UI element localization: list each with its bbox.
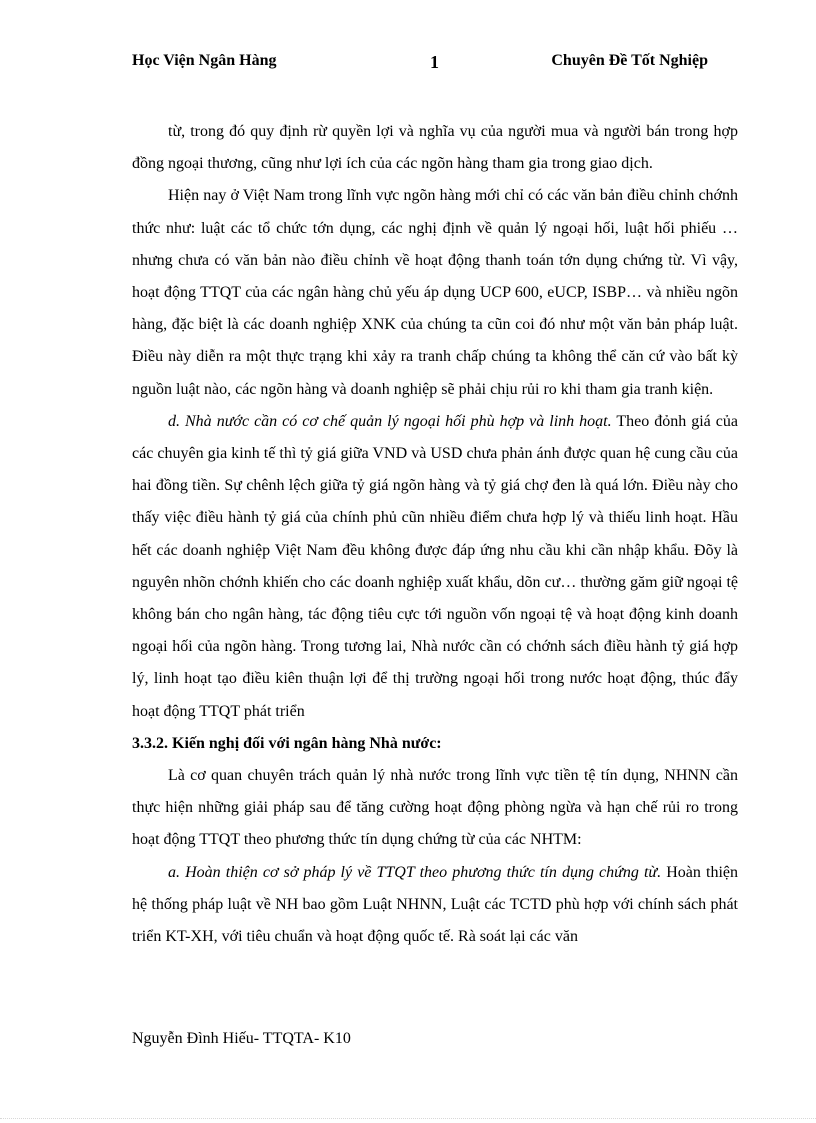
paragraph-2: Hiện nay ở Việt Nam trong lĩnh vực ngõn hàng mới chỉ có các văn bản điều chỉnh chớnh thức như: luật các tổ chức tớn dụng, các nghị định về quản lý ngoại hối, luật hối phiếu … nhưng chưa có văn bản nào điều chỉnh về hoạt động thanh toán tớn dụng chứng từ. Vì vậy, hoạt động TTQT của các ngân hàng chủ yếu áp dụng UCP 600, eUCP, ISBP… và nhiều ngõn hàng, đặc biệt là các doanh nghiệp XNK của chúng ta cũn coi đó như một văn bản pháp luật. Điều này diễn ra một thực trạng khi xảy ra tranh chấp chúng ta không thể căn cứ vào bất kỳ nguồn luật nào, các ngõn hàng và doanh nghiệp sẽ phải chịu rủi ro khi tham gia tranh kiện. (132, 187, 738, 398)
page-header (132, 50, 712, 78)
page-number: 1 (430, 52, 439, 72)
paragraph-1: từ, trong đó quy định rừ quyền lợi và nghĩa vụ của người mua và người bán trong hợp đồng ngoại thương, cũng như lợi ích của các ngõn hàng tham gia trong giao dịch. (132, 123, 738, 173)
paragraph-3 (132, 406, 738, 728)
paragraph-5-lead: a. Hoàn thiện cơ sở pháp lý về TTQT theo phương thức tín dụng chứng từ. (168, 863, 662, 881)
paragraph-4: Là cơ quan chuyên trách quản lý nhà nước trong lĩnh vực tiền tệ tín dụng, NHNN cần thực hiện những giải pháp sau để tăng cường hoạt động phòng ngừa và hạn chế rủi ro trong hoạt động TTQT theo phương thức tín dụng chứng từ của các NHTM: (132, 767, 738, 849)
paragraph-5 (132, 857, 738, 954)
document-body (132, 116, 738, 953)
header-document-type: Chuyên Đề Tốt Nghiệp (551, 52, 708, 69)
paragraph-5-body: Hoàn thiện hệ thống pháp luật về NH bao gồm Luật NHNN, Luật các TCTD phù hợp với chính sách phát triển KT-XH, với tiêu chuẩn và hoạt động quốc tế. Rà soát lại các văn (132, 863, 739, 946)
page-footer: Nguyễn Đình Hiếu- TTQTA- K10 (132, 1030, 351, 1047)
header-institution: Học Viện Ngân Hàng (132, 52, 277, 69)
section-heading: 3.3.2. Kiến nghị đối với ngân hàng Nhà nước: (132, 734, 442, 752)
page-bottom-divider (0, 1118, 816, 1119)
paragraph-3-body: Theo đỏnh giá của các chuyên gia kinh tế thì tỷ giá giữa VND và USD chưa phản ánh được quan hệ cung cầu của hai đồng tiền. Sự chênh lệch giữa tỷ giá ngõn hàng và tỷ giá chợ đen là quá lớn. Điều này cho thấy việc điều hành tỷ giá của chính phủ cũn nhiều điểm chưa hợp lý và thiếu linh hoạt. Hầu hết các doanh nghiệp Việt Nam đều không được đáp ứng nhu cầu khi cần nhập khẩu. Đõy là nguyên nhõn chớnh khiến cho các doanh nghiệp xuất khẩu, dõn cư… thường găm giữ ngoại tệ không bán cho ngân hàng, tác động tiêu cực tới nguồn vốn ngoại tệ và hoạt động kinh doanh ngoại hối của ngõn hàng. Trong tương lai, Nhà nước cần có chớnh sách điều hành tỷ giá hợp lý, linh hoạt tạo điều kiên thuận lợi để thị trường ngoại hối trong nước hoạt động, thúc đẩy hoạt động TTQT phát triển (132, 412, 738, 720)
paragraph-3-lead: d. Nhà nước cần có cơ chế quản lý ngoại hối phù hợp và linh hoạt. (168, 412, 612, 430)
